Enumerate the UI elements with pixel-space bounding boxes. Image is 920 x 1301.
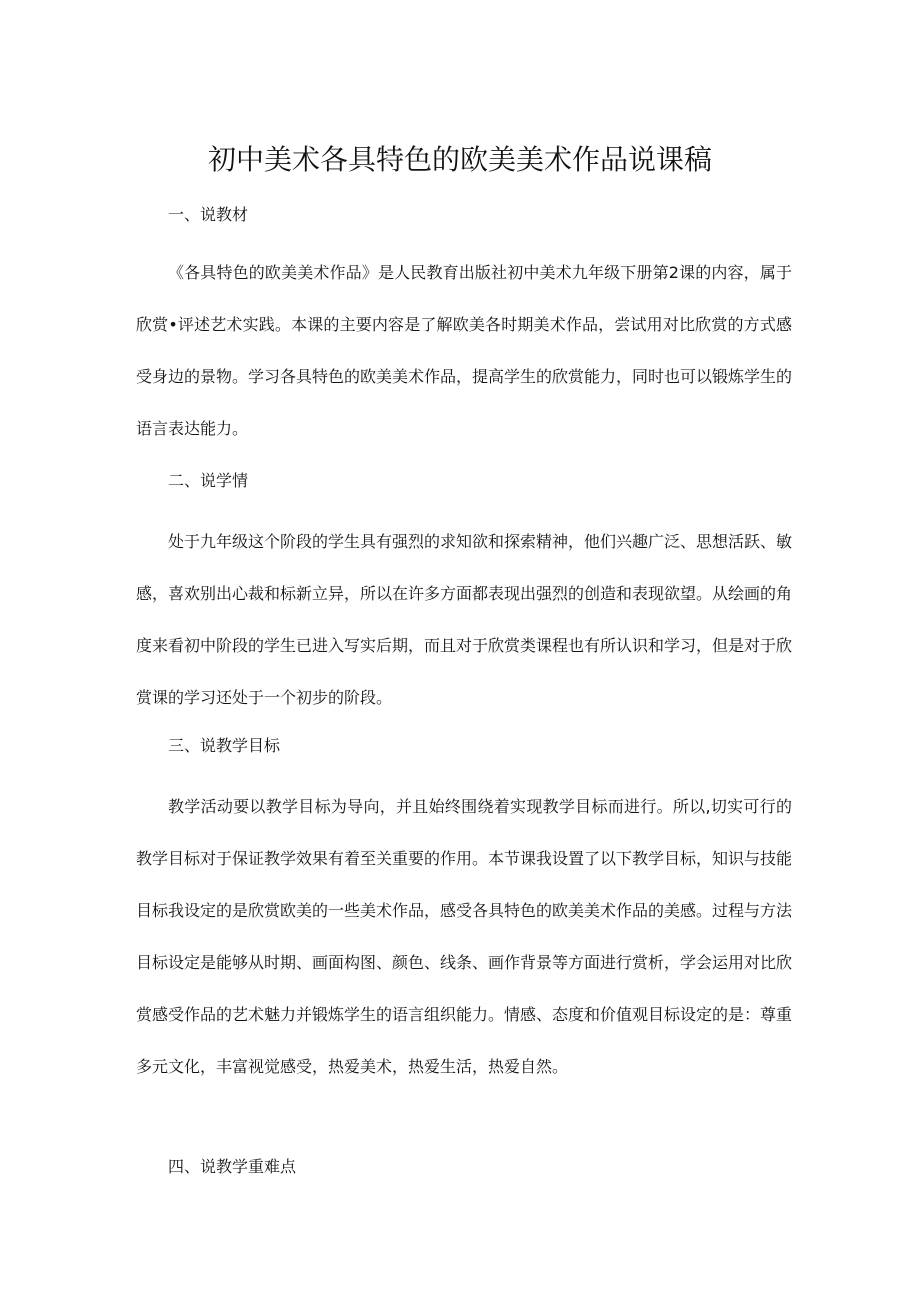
- section-heading-teaching-goals: 三、说教学目标: [168, 736, 281, 755]
- section-paragraph-teaching-goals: 教学活动要以教学目标为导向，并且始终围绕着实现教学目标而进行。所以,切实可行的教学目标对于保证教学效果有着至关重要的作用。本节课我设置了以下教学目标，知识与技能目标我设定的是欣赏欧美的一些美术作品，感受各具特色的欧美美术作品的美感。过程与方法目标设定是能够从时期、画面构图、颜色、线条、画作背景等方面进行赏析，学会运用对比欣赏感受作品的艺术魅力并锻炼学生的语言组织能力。情感、态度和价值观目标设定的是：尊重多元文化，丰富视觉感受，热爱美术，热爱生活，热爱自然。: [136, 797, 793, 1076]
- section-heading-textbook: 一、说教材: [168, 205, 249, 224]
- section-heading-student-situation: 二、说学情: [168, 471, 249, 490]
- section-paragraph-textbook: 《各具特色的欧美美术作品》是人民教育出版社初中美术九年级下册第2课的内容，属于欣赏•评述艺术实践。本课的主要内容是了解欧美各时期美术作品，尝试用对比欣赏的方式感受身边的景物。学习各具特色的欧美美术作品，提高学生的欣赏能力，同时也可以锻炼学生的语言表达能力。: [136, 263, 793, 438]
- document-title: 初中美术各具特色的欧美美术作品说课稿: [207, 143, 712, 176]
- section-paragraph-student-situation: 处于九年级这个阶段的学生具有强烈的求知欲和探索精神，他们兴趣广泛、思想活跃、敏感，喜欢别出心裁和标新立异，所以在许多方面都表现出强烈的创造和表现欲望。从绘画的角度来看初中阶段的学生已进入写实后期，而且对于欣赏类课程也有所认识和学习，但是对于欣赏课的学习还处于一个初步的阶段。: [136, 532, 793, 707]
- section-heading-key-points: 四、说教学重难点: [168, 1157, 297, 1176]
